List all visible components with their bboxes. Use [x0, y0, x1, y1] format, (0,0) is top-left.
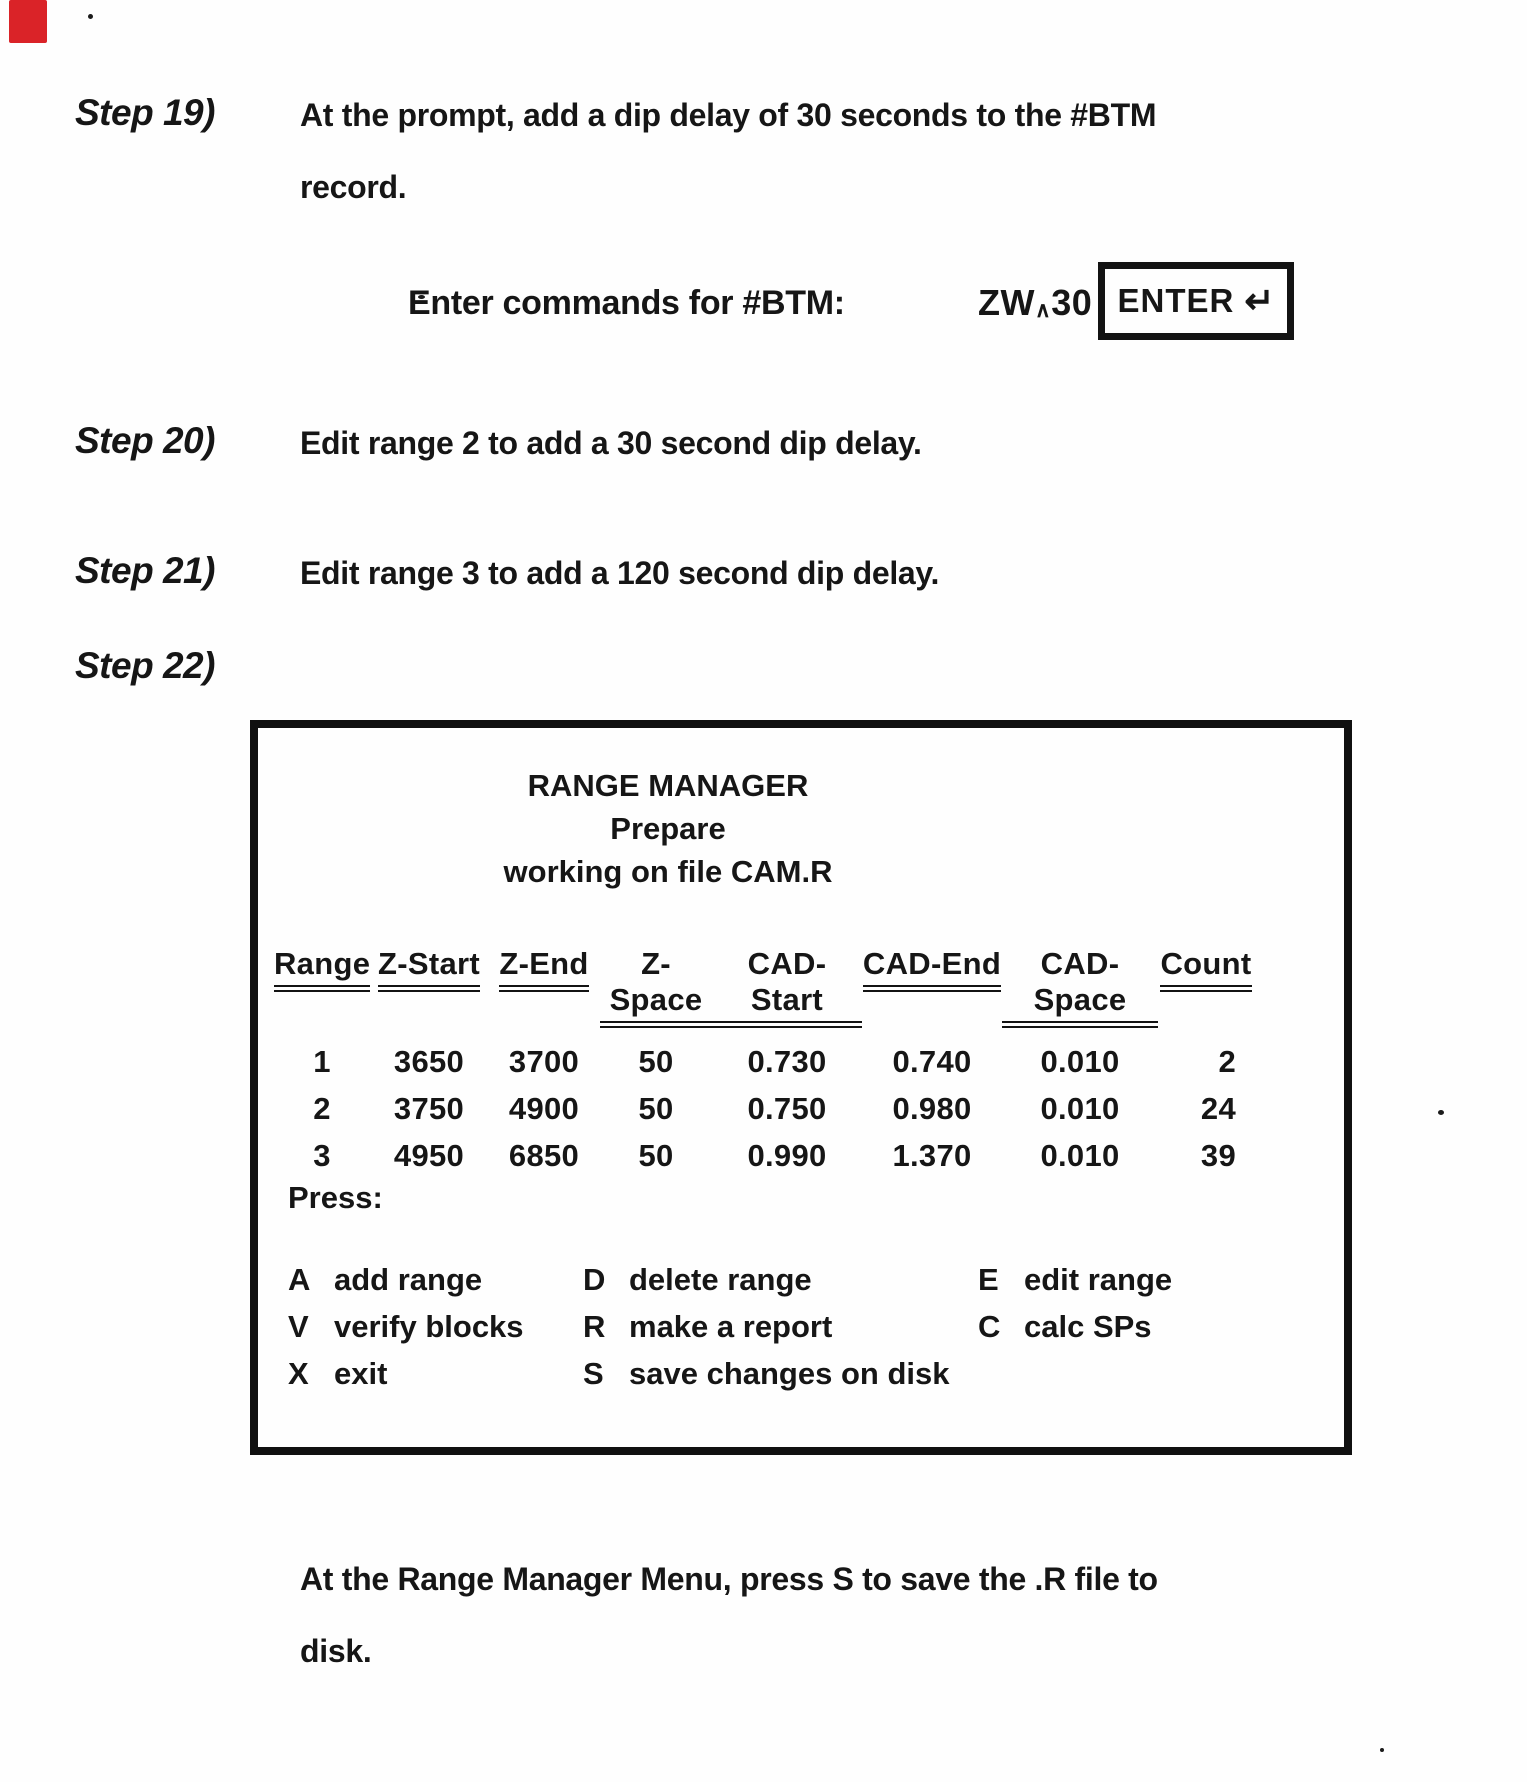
footer-key-s: S — [832, 1561, 854, 1597]
table-cell: 2 — [313, 1091, 331, 1126]
table-cell: 2 — [1218, 1044, 1236, 1079]
table-cell: 1 — [313, 1044, 331, 1079]
table-cell: 0.010 — [1040, 1044, 1120, 1079]
step-20-text — [300, 420, 922, 466]
menu-item-label: add range — [334, 1262, 483, 1297]
table-cell: 1.370 — [892, 1138, 972, 1173]
table-cell: 0.740 — [892, 1044, 972, 1079]
column-header: Count — [1158, 946, 1254, 1038]
footer-text: to save the .R file to — [853, 1561, 1158, 1597]
table-cell: 0.010 — [1040, 1138, 1120, 1173]
column-header: CAD-Space — [1002, 946, 1158, 1038]
table-cell: 0.750 — [747, 1091, 827, 1126]
menu-item-make-report — [583, 1303, 978, 1350]
enter-key — [1098, 262, 1294, 340]
menu-item-calc-sps — [978, 1303, 1318, 1350]
menu-item-delete-range — [583, 1256, 978, 1303]
command-prompt-label: Enter commands for #BTM: — [408, 284, 845, 322]
table-cell: 39 — [1200, 1138, 1236, 1173]
menu-item-label: save changes on disk — [629, 1356, 950, 1391]
menu-key: R — [583, 1309, 606, 1344]
step-22-label: Step 22) — [75, 645, 215, 686]
menu-item-label: edit range — [1024, 1262, 1173, 1297]
red-scan-mark — [9, 0, 47, 43]
press-label: Press: — [288, 1180, 383, 1215]
step-text-line: Edit range 3 to add a 120 second dip delay. — [300, 555, 940, 591]
menu-key: V — [288, 1309, 309, 1344]
menu-key: C — [978, 1309, 1001, 1344]
table-cell: 50 — [638, 1138, 674, 1173]
enter-key-label: ENTER — [1117, 282, 1235, 319]
step-text-line: Edit range 2 to add a 30 second dip delay. — [300, 425, 922, 461]
column-header: CAD-End — [862, 946, 1002, 1038]
column-header: Z-Space — [600, 946, 712, 1038]
command-suffix: 30 — [1051, 282, 1093, 323]
menu-item-verify-blocks — [288, 1303, 583, 1350]
menu-key: X — [288, 1356, 309, 1391]
table-cell: 50 — [638, 1091, 674, 1126]
table-cell: 3700 — [508, 1044, 580, 1079]
table-cell: 0.730 — [747, 1044, 827, 1079]
menu-item-save-changes — [583, 1350, 978, 1397]
menu-key: A — [288, 1262, 311, 1297]
column-header: Range — [274, 946, 370, 1038]
screen-title: RANGE MANAGER — [527, 768, 809, 803]
footer-line: disk. — [300, 1633, 372, 1669]
footer-text: At the Range Manager Menu, press — [300, 1561, 833, 1597]
menu-item-label: exit — [334, 1356, 388, 1391]
menu-key: E — [978, 1262, 999, 1297]
screen-status: working on file CAM.R — [503, 854, 833, 889]
scan-artifact-dot — [88, 14, 93, 19]
command-prefix: ZW — [978, 282, 1035, 323]
table-cell: 3 — [313, 1138, 331, 1173]
screen-subtitle: Prepare — [610, 811, 726, 846]
step-text-line: record. — [300, 169, 407, 205]
menu-item-label: calc SPs — [1024, 1309, 1152, 1344]
menu-item-exit — [288, 1350, 583, 1397]
step-19-label: Step 19) — [75, 92, 215, 133]
menu-item-add-range — [288, 1256, 583, 1303]
range-manager-screen — [250, 720, 1352, 1455]
footer-instruction — [300, 1556, 1158, 1674]
space-caret-symbol: ∧ — [1034, 297, 1052, 322]
menu-item-edit-range — [978, 1256, 1318, 1303]
step-21-label: Step 21) — [75, 550, 215, 591]
footer-line — [300, 1556, 1158, 1602]
table-cell: 6850 — [508, 1138, 580, 1173]
menu-key: D — [583, 1262, 606, 1297]
table-cell: 0.990 — [747, 1138, 827, 1173]
menu-item-label: delete range — [629, 1262, 812, 1297]
step-20-label: Step 20) — [75, 420, 215, 461]
screen-header — [258, 764, 1078, 893]
command-text — [978, 282, 1092, 324]
scan-artifact-dot — [1438, 1110, 1444, 1115]
menu-item-label: verify blocks — [334, 1309, 524, 1344]
step-21-text — [300, 550, 939, 596]
menu-empty-cell — [978, 1350, 1318, 1397]
table-cell: 0.980 — [892, 1091, 972, 1126]
menu — [288, 1256, 1318, 1397]
table-cell: 0.010 — [1040, 1091, 1120, 1126]
table-cell: 3750 — [393, 1091, 465, 1126]
scan-artifact-dot — [1380, 1748, 1384, 1752]
range-table — [274, 946, 1254, 1179]
menu-item-label: make a report — [629, 1309, 833, 1344]
table-cell: 4950 — [393, 1138, 465, 1173]
table-cell: 3650 — [393, 1044, 465, 1079]
table-cell: 24 — [1200, 1091, 1236, 1126]
column-header: Z-Start — [370, 946, 488, 1038]
return-arrow-icon: ↵ — [1244, 280, 1275, 321]
table-cell: 4900 — [508, 1091, 580, 1126]
step-19-text — [300, 92, 1156, 210]
step-text-line: At the prompt, add a dip delay of 30 seconds to the #BTM — [300, 97, 1157, 133]
menu-key: S — [583, 1356, 604, 1391]
column-header: CAD-Start — [712, 946, 862, 1038]
table-cell: 50 — [638, 1044, 674, 1079]
column-header: Z-End — [488, 946, 600, 1038]
